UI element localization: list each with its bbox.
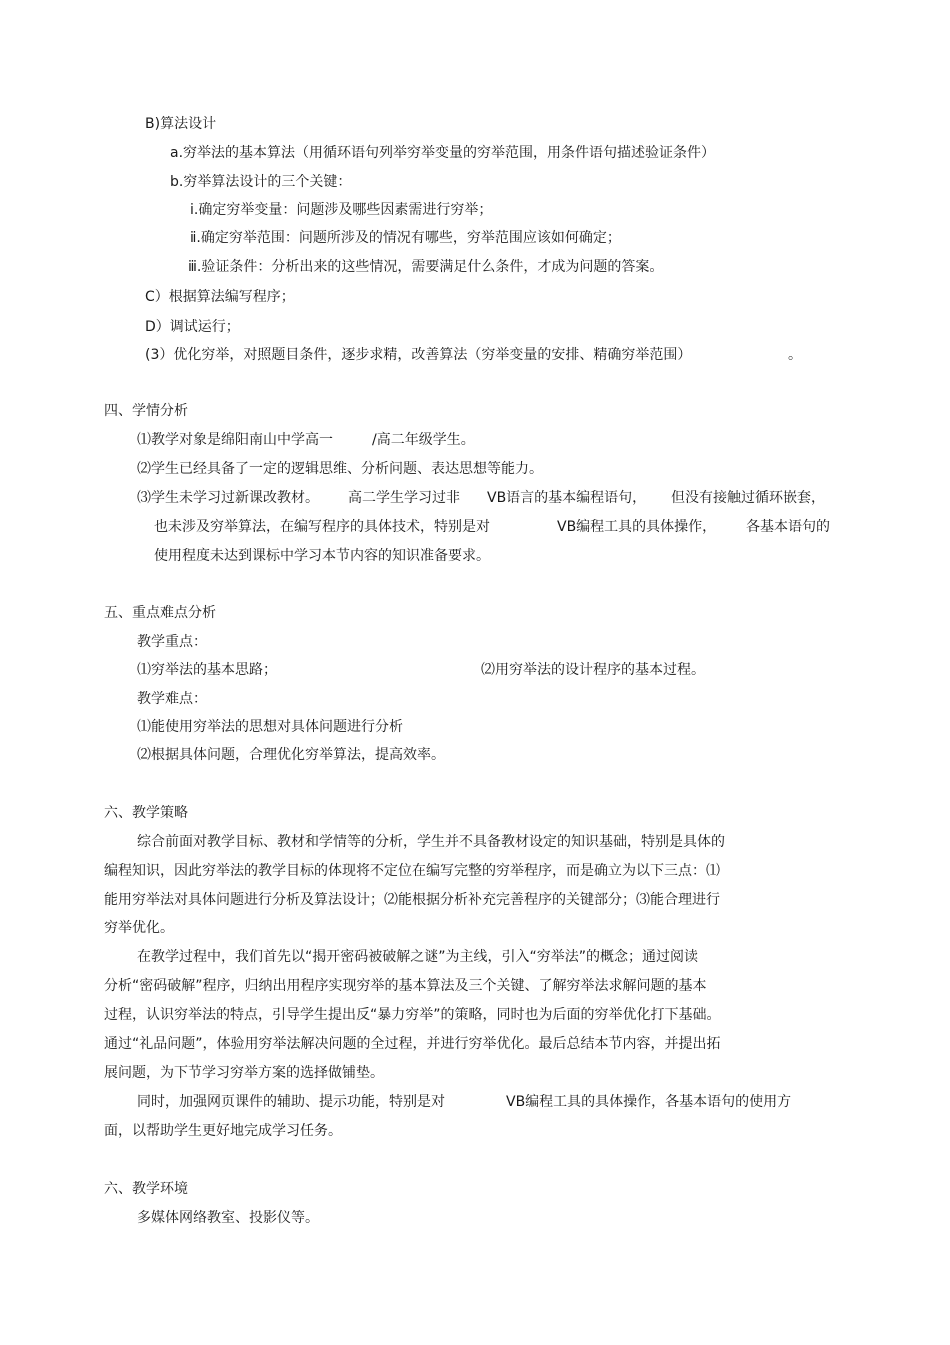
strategy-para2-line1: 在教学过程中，我们首先以“揭开密码被破解之谜”为主线，引入“穷举法”的概念；通过阅读 bbox=[137, 949, 699, 965]
strategy-para2-line2: 分析“密码破解”程序，归纳出用程序实现穷举的基本算法及三个关键、了解穷举法求解问题的基本 bbox=[104, 978, 707, 994]
environment-line: 多媒体网络教室、投影仪等。 bbox=[137, 1210, 319, 1226]
section-key-difficulty-title: 五、重点难点分析 bbox=[104, 605, 216, 621]
student-analysis-item-2: ⑵学生已经具备了一定的逻辑思维、分析问题、表达思想等能力。 bbox=[137, 461, 543, 477]
strategy-para2-line4: 通过“礼品问题”，体验用穷举法解决问题的全过程，并进行穷举优化。最后总结本节内容，并提出拓 bbox=[104, 1036, 721, 1052]
key-variable-line: ⅰ.确定穷举变量：问题涉及哪些因素需进行穷举； bbox=[190, 202, 493, 218]
teaching-difficulty-item-1: ⑴能使用穷举法的思想对具体问题进行分析 bbox=[137, 719, 403, 735]
strategy-para1-line3: 能用穷举法对具体问题进行分析及算法设计；⑵能根据分析补充完善程序的关键部分；⑶能合理进行 bbox=[104, 892, 720, 908]
teaching-difficulty-item-2: ⑵根据具体问题，合理优化穷举算法，提高效率。 bbox=[137, 747, 445, 763]
basic-algorithm-line: a.穷举法的基本算法（用循环语句列举穷举变量的穷举范围，用条件语句描述验证条件） bbox=[170, 145, 716, 161]
debug-run-line: D）调试运行； bbox=[145, 319, 240, 335]
student-analysis-item-1a: ⑴教学对象是绵阳南山中学高一 bbox=[137, 432, 333, 448]
key-range-line: ⅱ.确定穷举范围：问题所涉及的情况有哪些，穷举范围应该如何确定； bbox=[190, 230, 621, 246]
section-student-analysis-title: 四、学情分析 bbox=[104, 403, 188, 419]
strategy-para3-line1a: 同时，加强网页课件的辅助、提示功能，特别是对 bbox=[137, 1094, 445, 1110]
algorithm-design-heading: B)算法设计 bbox=[145, 116, 217, 132]
student-analysis-item-3f: VB编程工具的具体操作， bbox=[557, 519, 717, 535]
student-analysis-item-3a: ⑶学生未学习过新课改教材。 bbox=[137, 490, 319, 506]
section-environment-title: 六、教学环境 bbox=[104, 1181, 188, 1197]
strategy-para3-line1b: VB编程工具的具体操作，各基本语句的使用方 bbox=[506, 1094, 792, 1110]
key-condition-line: ⅲ.验证条件：分析出来的这些情况，需要满足什么条件，才成为问题的答案。 bbox=[188, 259, 664, 275]
student-analysis-item-3b: 高二学生学习过非 bbox=[348, 490, 460, 506]
student-analysis-item-3d: 但没有接触过循环嵌套， bbox=[671, 490, 825, 506]
student-analysis-item-3g: 各基本语句的 bbox=[746, 519, 830, 535]
optimize-line-end: 。 bbox=[788, 347, 802, 363]
strategy-para3-line2: 面，以帮助学生更好地完成学习任务。 bbox=[104, 1123, 342, 1139]
student-analysis-item-1b: /高二年级学生。 bbox=[372, 432, 475, 448]
section-strategy-title: 六、教学策略 bbox=[104, 805, 188, 821]
strategy-para1-line1: 综合前面对教学目标、教材和学情等的分析，学生并不具备教材设定的知识基础，特别是具体的 bbox=[137, 834, 725, 850]
strategy-para2-line5: 展问题，为下节学习穷举方案的选择做铺垫。 bbox=[104, 1065, 384, 1081]
optimize-line: (3）优化穷举，对照题目条件，逐步求精，改善算法（穷举变量的安排、精确穷举范围） bbox=[145, 347, 692, 363]
teaching-key-label: 教学重点： bbox=[137, 634, 207, 650]
strategy-para1-line2: 编程知识，因此穷举法的教学目标的体现将不定位在编写完整的穷举程序，而是确立为以下三点：⑴ bbox=[104, 863, 720, 879]
three-keys-line: b.穷举算法设计的三个关键： bbox=[170, 174, 352, 190]
teaching-key-item-2: ⑵用穷举法的设计程序的基本过程。 bbox=[481, 662, 705, 678]
student-analysis-item-3e: 也未涉及穷举算法，在编写程序的具体技术，特别是对 bbox=[154, 519, 490, 535]
teaching-difficulty-label: 教学难点： bbox=[137, 691, 207, 707]
teaching-key-item-1: ⑴穷举法的基本思路； bbox=[137, 662, 277, 678]
student-analysis-item-3c: VB语言的基本编程语句， bbox=[487, 490, 647, 506]
strategy-para2-line3: 过程，认识穷举法的特点，引导学生提出反“暴力穷举”的策略，同时也为后面的穷举优化打下基础。 bbox=[104, 1007, 721, 1023]
write-program-line: C）根据算法编写程序； bbox=[145, 289, 295, 305]
strategy-para1-line4: 穷举优化。 bbox=[104, 920, 174, 936]
student-analysis-item-3h: 使用程度未达到课标中学习本节内容的知识准备要求。 bbox=[154, 548, 490, 564]
